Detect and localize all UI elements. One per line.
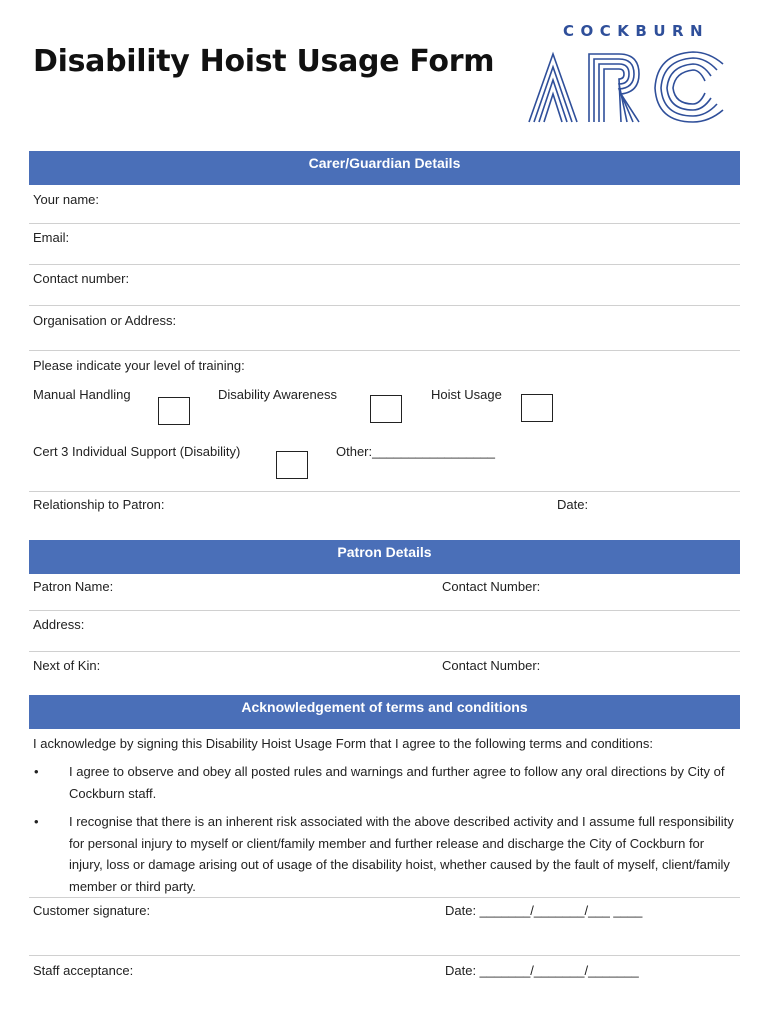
arc-logo-icon <box>527 50 727 124</box>
training-prompt: Please indicate your level of training: <box>33 358 245 373</box>
address-label: Address: <box>33 617 85 632</box>
ack-bullet-1: I agree to observe and obey all posted rules and warnings and further agree to follow any oral directions by City of Cockburn staff. <box>69 764 725 801</box>
divider <box>29 223 740 224</box>
hoist-usage-checkbox[interactable] <box>521 394 553 422</box>
relationship-label: Relationship to Patron: <box>33 497 165 512</box>
cert3-checkbox[interactable] <box>276 451 308 479</box>
staff-acceptance-label: Staff acceptance: <box>33 963 134 978</box>
kin-contact-label: Contact Number: <box>442 658 541 673</box>
ack-section-header: Acknowledgement of terms and conditions <box>29 695 740 729</box>
logo-top-word: COCKBURN <box>563 22 710 40</box>
next-of-kin-label: Next of Kin: <box>33 658 101 673</box>
divider <box>29 305 740 306</box>
divider <box>29 897 740 898</box>
manual-handling-checkbox[interactable] <box>158 397 190 425</box>
manual-handling-label: Manual Handling <box>33 387 131 402</box>
staff-date-field[interactable]: Date: _______/_______/_______ <box>445 963 639 978</box>
ack-bullet-2: I recognise that there is an inherent risk associated with the above described activity and I assume full responsibility for personal injury to myself or client/family member and further release and discharge the City of Cockburn for injury, loss or damage arising out of usage of the disability hoist, whether caused by the fault of myself, client/family member or third party. <box>69 814 734 894</box>
customer-signature-label: Customer signature: <box>33 903 151 918</box>
customer-date-field[interactable]: Date: _______/_______/___ ____ <box>445 903 643 918</box>
cockburn-arc-logo <box>527 22 727 124</box>
ack-intro: I acknowledge by signing this Disability Hoist Usage Form that I agree to the following terms and conditions: <box>33 736 653 751</box>
patron-section-header: Patron Details <box>29 540 740 574</box>
divider <box>29 651 740 652</box>
patron-contact-label: Contact Number: <box>442 579 541 594</box>
page-title: Disability Hoist Usage Form <box>33 44 495 79</box>
cert3-label: Cert 3 Individual Support (Disability) <box>33 444 241 459</box>
divider <box>29 955 740 956</box>
divider <box>29 491 740 492</box>
hoist-usage-label: Hoist Usage <box>431 387 502 402</box>
divider <box>29 264 740 265</box>
divider <box>29 610 740 611</box>
patron-name-label: Patron Name: <box>33 579 114 594</box>
organisation-label: Organisation or Address: <box>33 313 177 328</box>
disability-awareness-checkbox[interactable] <box>370 395 402 423</box>
divider <box>29 350 740 351</box>
email-label: Email: <box>33 230 70 245</box>
other-field[interactable]: Other:_________________ <box>336 444 496 459</box>
your-name-label: Your name: <box>33 192 100 207</box>
carer-section-header: Carer/Guardian Details <box>29 151 740 185</box>
disability-awareness-label: Disability Awareness <box>218 387 337 402</box>
contact-number-label: Contact number: <box>33 271 130 286</box>
bullet-dot: • <box>34 764 39 779</box>
carer-date-label: Date: <box>557 497 589 512</box>
bullet-dot: • <box>34 814 39 829</box>
